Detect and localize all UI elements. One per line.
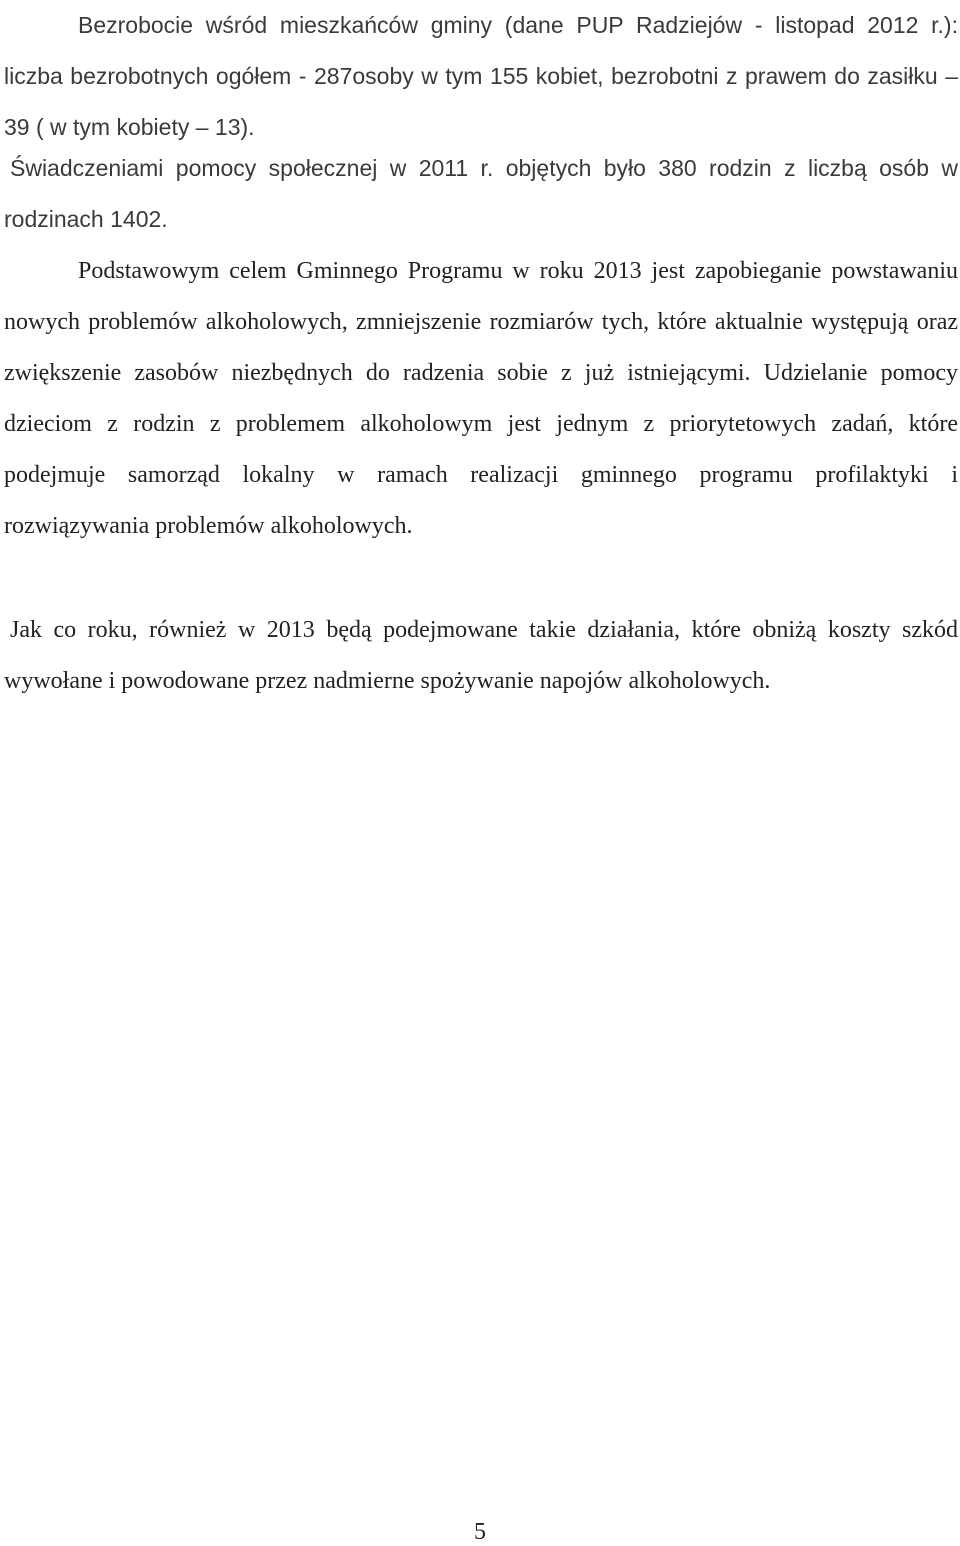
paragraph-annual-actions: Jak co roku, również w 2013 będą podejmowane takie działania, które obniżą koszty szkód wywołane i powodowane przez nadmierne spożywanie napojów alkoholowych. [4,617,958,694]
page-number: 5 [474,1519,486,1545]
paragraph-unemployment: Bezrobocie wśród mieszkańców gminy (dane PUP Radziejów - listopad 2012 r.): liczba bezrobotnych ogółem - 287osoby w tym 155 kobiet, bezrobotni z prawem do zasiłku – 39 ( w tym kobiety – 13). [4,12,958,140]
paragraph-social-assistance: Świadczeniami pomocy społecznej w 2011 r. objętych było 380 rodzin z liczbą osób w rodzinach 1402. [4,155,958,232]
paragraph-program-goal: Podstawowym celem Gminnego Programu w roku 2013 jest zapobieganie powstawaniu nowych problemów alkoholowych, zmniejszenie rozmiarów tych, które aktualnie występują oraz zwiększenie zasobów niezbędnych do radzenia sobie z już istniejącymi. Udzielanie pomocy dzieciom z rodzin z problemem alkoholowym jest jednym z priorytetowych zadań, które podejmuje samorząd lokalny w ramach realizacji gminnego programu profilaktyki i rozwiązywania problemów alkoholowych. [4,258,958,539]
